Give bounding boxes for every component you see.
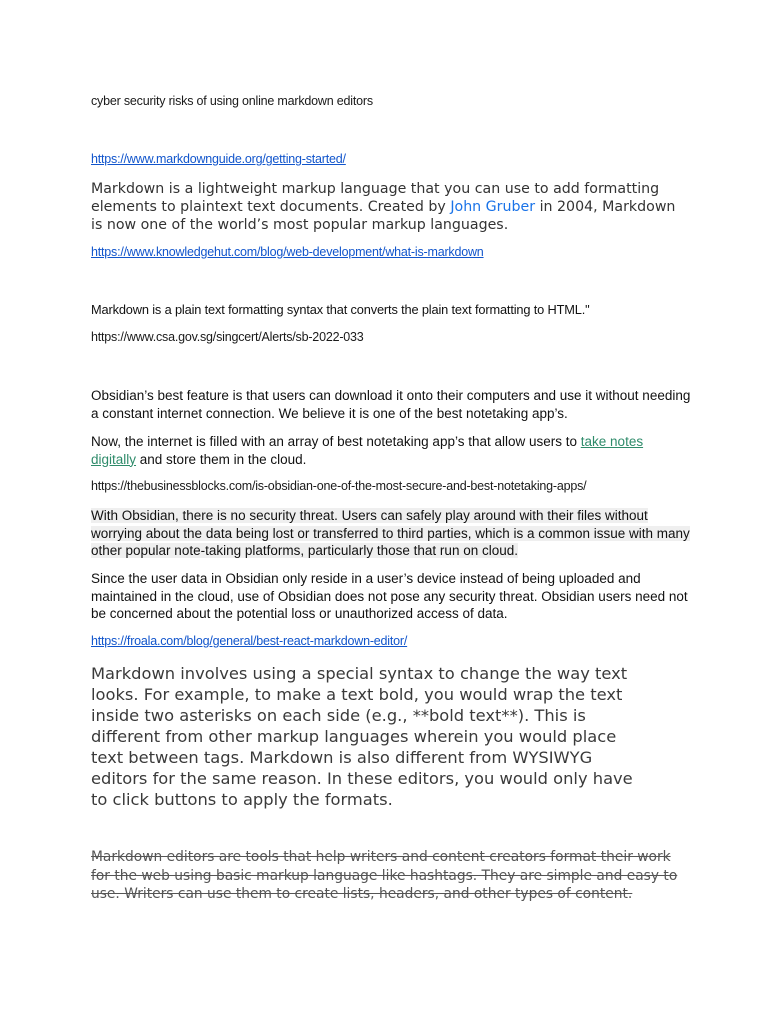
link-markdownguide[interactable]: https://www.markdownguide.org/getting-started/ — [91, 152, 346, 166]
md-intro-text-1: Markdown is a lightweight markup language that you can use to add formatting elements to plaintext text documents. Created by — [91, 181, 660, 215]
paragraph-no-threat — [91, 507, 691, 560]
paragraph-markdown-involves: Markdown involves using a special syntax to change the way text looks. For example, to make a text bold, you would wrap the text inside two asterisks on each side (e.g., **bold text**). This is different from other markup languages wherein you would place text between tags. Markdown is also different from WYSIWYG editors for the same reason. In these editors, you would only have to click buttons to apply the formats. — [91, 664, 633, 809]
md-intro-text-2: in 2004, Markdown is now one of the world’s most popular markup languages. — [91, 199, 676, 233]
paragraph-internet-filled — [91, 433, 691, 468]
link-take-notes-digitally[interactable]: take notes digitally — [91, 434, 644, 467]
businessblocks-url-text: https://thebusinessblocks.com/is-obsidian-one-of-the-most-secure-and-best-notetaking-apps/ — [91, 479, 587, 493]
internet-text-2: and store them in the cloud. — [136, 451, 307, 467]
paragraph-markdown-editors-struck: Markdown editors are tools that help writers and content creators format their work for the web using basic markup language like hashtags. They are simple and easy to use. Writers can use them to create lists, headers, and other types of content. — [91, 849, 678, 902]
paragraph-markdown-intro — [91, 180, 691, 234]
link-knowledgehut[interactable]: https://www.knowledgehut.com/blog/web-development/what-is-markdown — [91, 245, 484, 259]
internet-text-1: Now, the internet is filled with an array of best notetaking app’s that allow users to — [91, 434, 581, 449]
markdown-syntax-quote: Markdown is a plain text formatting syntax that converts the plain text formatting to HTML." — [91, 302, 590, 317]
csa-url-text: https://www.csa.gov.sg/singcert/Alerts/sb-2022-033 — [91, 330, 364, 344]
paragraph-user-data: Since the user data in Obsidian only reside in a user’s device instead of being uploaded and maintained in the cloud, use of Obsidian does not pose any security threat. Obsidian users need not be concerned about the potential loss or unauthorized access of data. — [91, 571, 688, 622]
link-froala[interactable]: https://froala.com/blog/general/best-react-markdown-editor/ — [91, 634, 408, 648]
document-title: cyber security risks of using online markdown editors — [91, 94, 373, 108]
author-name: John Gruber — [450, 199, 536, 215]
paragraph-obsidian-best: Obsidian’s best feature is that users can download it onto their computers and use it without needing a constant internet connection. We believe it is one of the best notetaking app’s. — [91, 388, 691, 421]
highlighted-text: With Obsidian, there is no security threat. Users can safely play around with their files without worrying about the data being lost or transferred to third parties, which is a common issue with many other popular note-taking platforms, particularly those that run on cloud. — [91, 508, 690, 559]
